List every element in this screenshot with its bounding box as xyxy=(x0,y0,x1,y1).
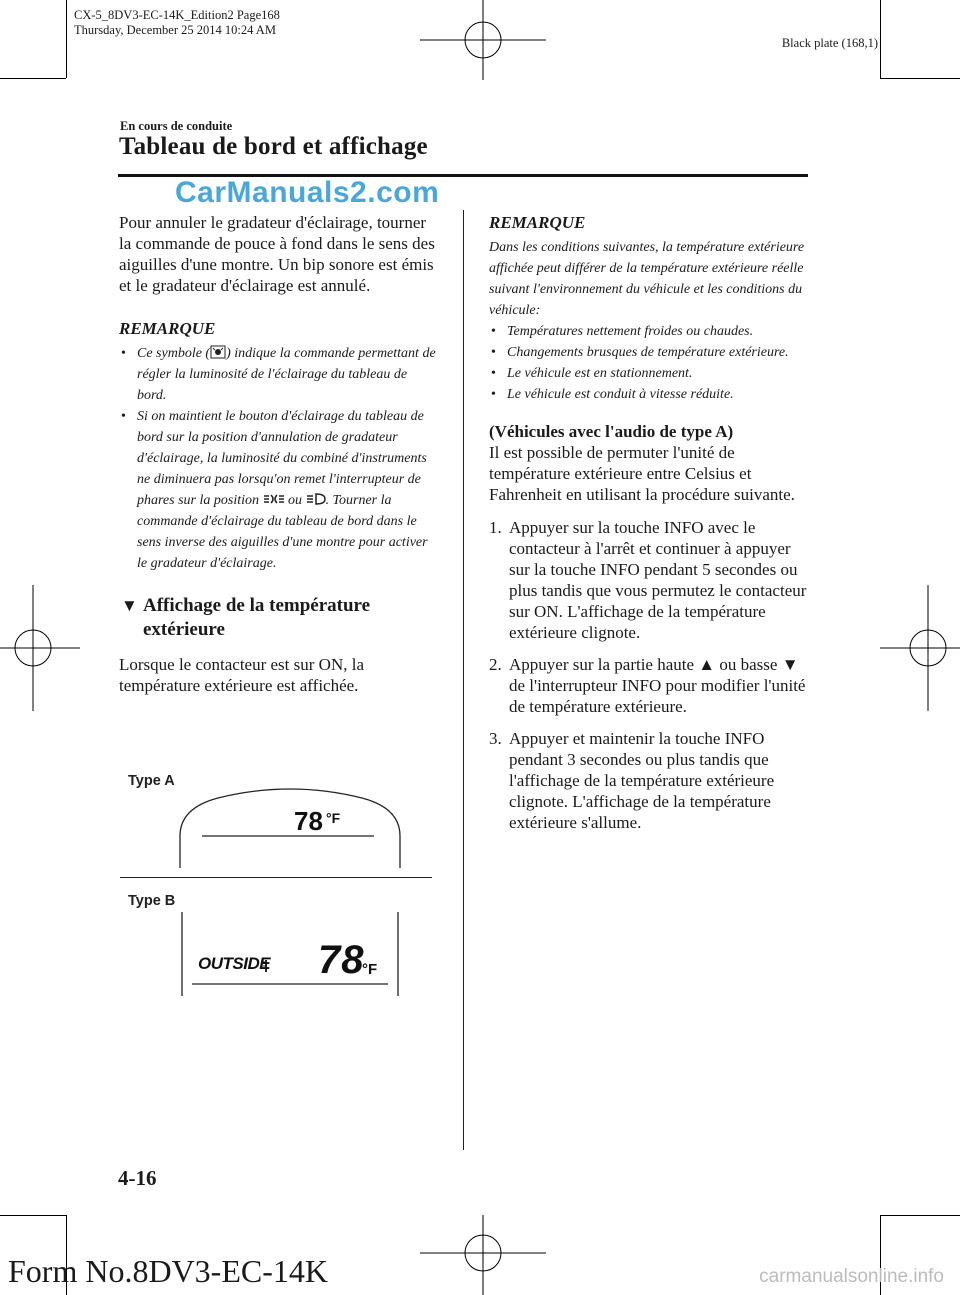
bullet-text: Changements brusques de température extérieure. xyxy=(507,345,789,360)
list-item: • Si on maintient le bouton d'éclairage du tableau de bord sur la position d'annulation de gradateur d'éclairage, la luminosité du combiné d'instruments ne diminuera pas lorsqu'on remet l'interrupteur de phares sur la position ou . Tourner la commande d'éclairage du tableau de bord dans le sens inverse des aiguilles d'une montre pour activer le gradateur d'éclairage. xyxy=(121,409,428,571)
subsection-heading xyxy=(119,594,439,642)
type-a-display xyxy=(178,788,402,870)
site-watermark: carmanualsonline.info xyxy=(759,1266,944,1287)
page-title: Tableau de bord et affichage xyxy=(119,133,428,160)
remarque-heading: REMARQUE xyxy=(119,319,216,338)
print-metadata xyxy=(74,8,280,38)
step-number: 3. xyxy=(489,729,502,748)
list-item xyxy=(489,517,814,643)
registration-mark-top xyxy=(420,0,546,80)
diagram-divider xyxy=(120,877,432,878)
remarque-list xyxy=(119,343,439,574)
section-name: En cours de conduite xyxy=(120,119,233,133)
crop-mark xyxy=(0,78,66,79)
file-line: CX-5_8DV3-EC-14K_Edition2 Page168 xyxy=(74,8,280,22)
list-item xyxy=(489,728,814,833)
step-text: ou basse xyxy=(719,655,778,674)
bullet-text: Si on maintient le bouton d'éclairage du tableau de bord sur la position d'annulation de gradateur d'éclairage, la luminosité du combiné d'instruments ne diminuera pas lorsqu'on remet l'interrupteur de phares sur la position xyxy=(137,409,427,508)
list-item: • Changements brusques de température extérieure. xyxy=(491,345,789,360)
plate-label: Black plate (168,1) xyxy=(781,36,878,50)
registration-mark-bottom xyxy=(420,1215,546,1295)
watermark: CarManuals2.com xyxy=(175,176,440,209)
step-number: 2. xyxy=(489,655,502,674)
bullet-text: ou xyxy=(288,493,302,508)
intro-paragraph: Pour annuler le gradateur d'éclairage, tourner la commande de pouce à fond dans le sens des aiguilles d'une montre. Un bip sonore est émis et le gradateur d'éclairage est annulé. xyxy=(119,213,435,295)
conditions-list xyxy=(489,321,814,405)
step-text: Appuyer sur la touche INFO avec le contacteur à l'arrêt et continuer à appuyer sur la touche INFO pendant 5 secondes ou plus tandis que vous permutez le contacteur sur ON. L'affichage de la température extérieure clignote. xyxy=(509,518,807,642)
down-triangle-icon: ▼ xyxy=(781,655,799,674)
parking-lamp-icon xyxy=(263,493,285,505)
type-b-unit: °F xyxy=(362,961,378,978)
bullet-text: Le véhicule est en stationnement. xyxy=(507,366,693,381)
step-text: Appuyer et maintenir la touche INFO pendant 3 secondes ou plus tandis que l'affichage de la température extérieure clignote. L'affichage de la température extérieure s'allume. xyxy=(509,729,775,832)
outside-label: OUTSIDE xyxy=(198,954,271,973)
page-number: 4-16 xyxy=(118,1166,157,1190)
bullet-text: Ce symbole ( xyxy=(137,346,211,361)
remarque-heading: REMARQUE xyxy=(489,213,586,232)
form-number: Form No.8DV3-EC-14K xyxy=(8,1253,328,1289)
step-number: 1. xyxy=(489,518,502,537)
dimmer-icon xyxy=(210,345,226,359)
registration-mark-left xyxy=(0,585,80,711)
type-a-unit: °F xyxy=(326,810,341,826)
list-item xyxy=(489,654,814,717)
right-column xyxy=(489,212,814,844)
step-text: de l'interrupteur INFO pour modifier l'unité de température extérieure. xyxy=(509,676,806,716)
registration-mark-right xyxy=(880,585,960,711)
type-a-temperature: 78 xyxy=(294,806,323,836)
bullet-text: Températures nettement froides ou chaudes. xyxy=(507,324,754,339)
bullet-text: Le véhicule est conduit à vitesse réduite. xyxy=(507,387,734,402)
date-line: Thursday, December 25 2014 10:24 AM xyxy=(74,23,276,37)
bullet-text: ) indique la commande permettant de régler la luminosité de l'éclairage du tableau de bord. xyxy=(137,346,436,403)
type-b-label: Type B xyxy=(128,893,176,909)
left-column xyxy=(119,212,439,696)
list-item: • Le véhicule est en stationnement. xyxy=(491,366,693,381)
column-divider xyxy=(463,210,464,1150)
subsection-paragraph: Lorsque le contacteur est sur ON, la température extérieure est affichée. xyxy=(119,655,364,695)
step-text: Appuyer sur la partie haute xyxy=(509,655,695,674)
procedure-steps xyxy=(489,517,814,833)
list-item: • Ce symbole ( ) indique la commande permettant de régler la luminosité de l'éclairage du tableau de bord. xyxy=(121,346,436,403)
type-b-temperature: 78 xyxy=(318,938,365,982)
audio-paragraph: Il est possible de permuter l'unité de température extérieure entre Celsius et Fahrenheit en utilisant la procédure suivante. xyxy=(489,443,795,504)
list-item: • Températures nettement froides ou chaudes. xyxy=(491,324,754,339)
audio-heading: (Véhicules avec l'audio de type A) xyxy=(489,422,734,441)
remarque-intro: Dans les conditions suivantes, la température extérieure affichée peut différer de la température extérieure réelle suivant l'environnement du véhicule et les conditions du véhicule: xyxy=(489,240,805,318)
crop-mark xyxy=(66,0,67,78)
list-item: • Le véhicule est conduit à vitesse réduite. xyxy=(491,387,734,402)
headlight-icon xyxy=(306,493,326,505)
crop-mark xyxy=(880,0,881,78)
subsection-title: Affichage de la température extérieure xyxy=(143,595,371,640)
crop-mark xyxy=(0,1215,66,1216)
crop-mark xyxy=(880,1215,960,1216)
bullet-text: . Tourner la commande d'éclairage du tableau de bord dans le sens inverse des aiguilles d'une montre pour activer le gradateur d'éclairage. xyxy=(137,493,428,571)
crop-mark xyxy=(880,78,960,79)
triangle-marker-icon: ▼ xyxy=(121,596,138,615)
type-a-label: Type A xyxy=(128,773,175,789)
up-triangle-icon: ▲ xyxy=(698,655,716,674)
